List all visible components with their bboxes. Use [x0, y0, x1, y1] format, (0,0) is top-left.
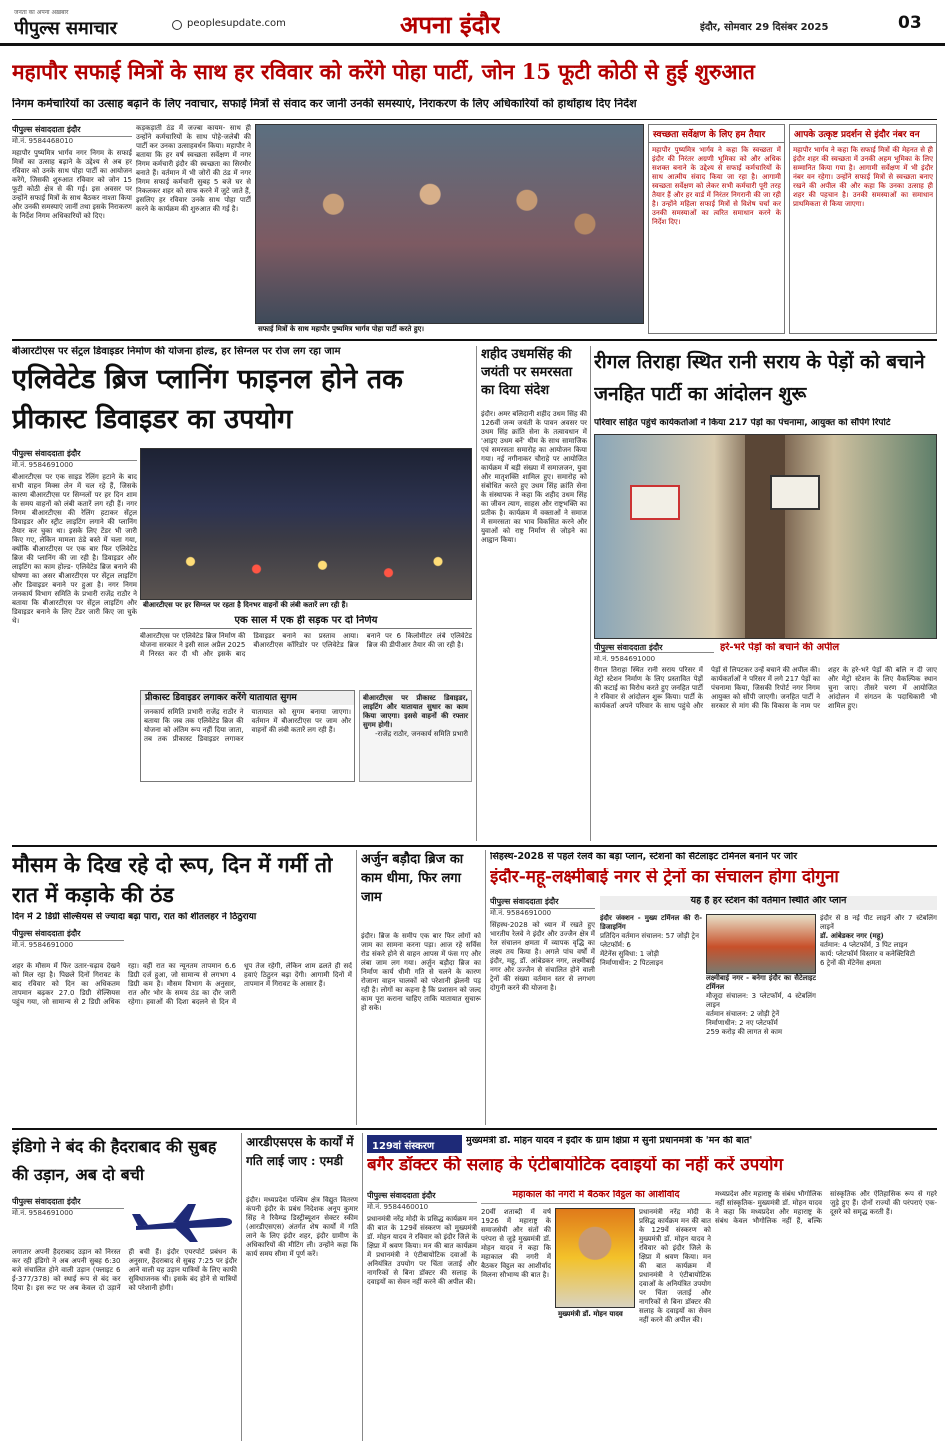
- divider: [12, 845, 937, 847]
- story6-body: इंदौर। ब्रिज के समीप एक बार फिर लोगों को जाम का सामना करना पड़ा। आज रहे सर्विस रोड संकरे होने से वाहन आपस में फंस गए और लंबा जाम लग गया। अर्जुन बड़ौदा ब्रिज का निर्माण कार्य धीमी गति से चलने के कारण रोजाना वाहन चालकों को परेशानी झेलनी पड़ रही है। लोगों का कहना है कि प्रशासन को जल्द काम पूरा कराना चाहिए ताकि यातायात सुचारू हो सके।: [361, 932, 481, 1012]
- story2-box-title: प्रीकास्ट डिवाइडर लगाकर करेंगे यातायात सुगम: [141, 691, 354, 705]
- story10-body: प्रधानमंत्री नरेंद्र मोदी के प्रसिद्ध कार्यक्रम मन की बात के 129वें संस्करण को मुख्यमंत्री डॉ. मोहन यादव ने रविवार को इंदौर जिले के क्षिप्रा में श्रवण किया। मन की बात कार्यक्रम में प्रधानमंत्री ने एंटीबायोटिक दवाओं के अनियंत्रित उपयोग पर चिंता जताई और नागरिकों से बिना डॉक्टर की सलाह के दवाइयों का सेवन नहीं करने की अपील की।: [367, 1215, 477, 1286]
- byline-mobile: मो.नं. 9584460010: [367, 1203, 429, 1211]
- traffic-lights-illustration: [141, 524, 471, 599]
- airplane-photo: [128, 1196, 237, 1246]
- vertical-rule: [362, 1133, 363, 1441]
- divider: [12, 119, 937, 120]
- quote-text: बीआरटीएस पर प्रीकास्ट डिवाइडर, लाइटिंग और यातायात सुधार का काम किया जाएगा। इससे वाहनों की रफ्तार सुगम होगी।: [363, 694, 468, 729]
- byline-bureau: पीपुल्स संवाददाता: [12, 449, 65, 458]
- story2-photo: [140, 448, 472, 600]
- byline-bureau: पीपुल्स संवाददाता: [12, 929, 65, 938]
- story10-photo-caption: मुख्यमंत्री डॉ. मोहन यादव: [555, 1309, 635, 1329]
- website-url[interactable]: peoplesupdate.com: [187, 18, 286, 29]
- story5-subhead: दिन में 2 डिग्री सेल्सियस से ज्यादा बढ़ा पारा, रात को शीतलहर ने ठिठुराया: [12, 912, 257, 922]
- list-item: प्रतिदिन वर्तमान संचालन: 57 जोड़ी ट्रेन: [600, 932, 699, 940]
- quote-attribution: -राजेंद्र राठौर, जनकार्य समिति प्रभारी: [375, 730, 468, 738]
- station-list-1: [600, 914, 702, 1124]
- byline-city: इंदौर: [544, 897, 559, 906]
- story4-photo-caption: हरे-भरे पेड़ों को बचाने की अपील: [720, 642, 840, 653]
- logo-text: पीपुल्स समाचार: [14, 18, 117, 39]
- byline-city: इंदौर: [648, 643, 663, 652]
- byline-bureau: पीपुल्स संवाददाता: [594, 643, 647, 652]
- story2-mid-text: बीआरटीएस पर एलिवेटेड ब्रिज निर्माण की योजना सरकार ने इसी साल अप्रैल 2025 में निरस्त कर दी थी और इसके बाद डिवाइडर बनाने का प्रस्ताव आया। बीआरटीएस कॉरिडोर पर एलिवेटेड ब्रिज बनाने पर 6 किलोमीटर लंबे एलिवेटेड ब्रिज की डीपीआर तैयार की जा रही है।: [140, 632, 472, 658]
- station-list-2: [706, 914, 816, 1124]
- vertical-rule: [485, 850, 486, 1125]
- story2-col1: [12, 448, 137, 828]
- story1-headline: महापौर सफाई मित्रों के साथ हर रविवार को करेंगे पोहा पार्टी, जोन 15 फूटी कोठी से हुई शुरुआत: [12, 59, 755, 84]
- divider: [12, 339, 937, 341]
- story7-body: सिंहस्थ-2028 को ध्यान में रखते हुए भारतीय रेलवे ने इंदौर और उज्जैन क्षेत्र में रेल संचालन क्षमता में व्यापक वृद्धि का लक्ष्य तय किया है। अगले पांच वर्षों में इंदौर, महू, डॉ. आंबेडकर नगर, लक्ष्मीबाई नगर और उज्जैन से संचालित होने वाली ट्रेनों की संख्या वर्तमान स्तर से लगभग दोगुनी करने की योजना है।: [490, 921, 595, 992]
- divider: [12, 1128, 937, 1130]
- byline-mobile: मो.नं. 9584691000: [12, 941, 74, 949]
- story2-photo-caption: बीआरटीएस पर हर सिग्नल पर रहता है दिनभर वाहनों की लंबी कतारें लग रही हैं।: [140, 600, 472, 611]
- story2-subkicker: एक साल में एक ही सड़क पर दो निर्णय: [140, 615, 472, 629]
- story2-box: [140, 690, 355, 782]
- story2-box-text: जनकार्य समिति प्रभारी राजेंद्र राठौर ने बताया कि जब तक एलिवेटेड ब्रिज की योजना को अंतिम रूप नहीं दिया जाता, तब तक प्रीकास्ट डिवाइडर लगाकर यातायात को सुगम बनाया जाएगा। वर्तमान में बीआरटीएस पर जाम और वाहनों की लंबी कतारें लग रही हैं।: [144, 708, 351, 744]
- vertical-rule: [590, 346, 591, 841]
- station-photo: [706, 914, 816, 974]
- edition-badge: 129वां संस्करण: [367, 1135, 462, 1153]
- story4-headline: रीगल तिराहा स्थित रानी सराय के पेड़ों को बचाने जनहित पार्टी का आंदोलन शुरू: [594, 351, 925, 405]
- byline-mobile: मो.नं. 9584468010: [12, 137, 74, 145]
- byline-mobile: मो.नं. 9584691000: [12, 1209, 74, 1217]
- byline-mobile: मो.नं. 9584691000: [12, 461, 74, 469]
- byline-mobile: मो.नं. 9584691000: [490, 909, 552, 917]
- globe-icon: [172, 20, 182, 30]
- story7-sub: यह है हर स्टेशन की वर्तमान स्थिति और प्लान: [600, 896, 937, 910]
- byline-city: इंदौर: [66, 125, 81, 134]
- story10-box-text: 20वीं शताब्दी में वर्ष 1926 में महाराष्ट्र के समाजसेवी और संतों की परंपरा से जुड़े मुख्यमंत्री डॉ. मोहन यादव ने कहा कि महाकाल की नगरी में बैठकर विट्ठल का आशीर्वाद मिलना सौभाग्य की बात है।: [481, 1208, 551, 1279]
- story7-col1: [490, 896, 595, 1126]
- byline-mobile: मो.नं. 9584691000: [594, 655, 656, 663]
- list-item: कार्य: प्लेटफॉर्म विस्तार व कनेक्टिविटी: [820, 950, 915, 958]
- list-item: डॉ. आंबेडकर नगर (महू): [820, 932, 884, 940]
- story3-body: इंदौर। अमर बलिदानी शहीद उधम सिंह की 126वीं जन्म जयंती के पावन अवसर पर उधम सिंह क्रांति सेना के तत्वावधान में 'आइए उधम बनें' थीम के साथ सामाजिक एवं समरसता समारोह का आयोजन किया गया। नई नगीनाकर चौराहे पर आयोजित कार्यक्रम में बड़ी संख्या में समाजजन, युवा और मातृशक्ति शामिल हुए। समारोह को संबोधित करते हुए उधम सिंह क्रांति सेना के संस्थापक ने कहा कि शहीद उधम सिंह का जीवन त्याग, साहस और राष्ट्रभक्ति का प्रतीक है। कार्यक्रम में वक्ताओं ने समाज में समरसता का भाव विकसित करने और युवाओं को राष्ट्र निर्माण से जोड़ने का आह्वान किया।: [481, 410, 587, 544]
- story2-headline: एलिवेटेड ब्रिज प्लानिंग फाइनल होने तक प्रीकास्ट डिवाइडर का उपयोग: [12, 364, 403, 435]
- byline-city: इंदौर: [66, 1197, 81, 1206]
- story9-headline: आरडीएसएस के कार्यों में गति लाई जाए : एमडी: [246, 1135, 354, 1168]
- list-item: मौजूदा संचालन: 3 प्लेटफॉर्म, 4 स्टेबलिंग लाइन: [706, 992, 816, 1009]
- list-item: लक्ष्मीबाई नगर - बनेगा इंदौर का सैटेलाइट टर्मिनल: [706, 974, 816, 991]
- story10-col1: [367, 1190, 477, 1440]
- story2-kicker: बीआरटीएस पर सेंट्रल डिवाइडर निर्माण की योजना होल्ड, हर सिग्नल पर रोज लग रहा जाम: [12, 346, 341, 357]
- story7-headline: इंदौर-महू-लक्ष्मीबाई नगर से ट्रेनों का संचालन होगा दोगुना: [490, 868, 839, 887]
- byline-bureau: पीपुल्स संवाददाता: [12, 125, 65, 134]
- byline-city: इंदौर: [421, 1191, 436, 1200]
- story2-quote: [359, 690, 472, 782]
- story4-byline: [594, 642, 714, 653]
- story5-headline: मौसम के दिख रहे दो रूप, दिन में गर्मी तो रात में कड़ाके की ठंड: [12, 852, 333, 907]
- box2-title: आपके उत्कृष्ट प्रदर्शन से इंदौर नंबर वन: [790, 125, 936, 143]
- story8-body: लगातार अपनी हैदराबाद उड़ान को निरस्त कर रही इंडिगो ने अब अपनी सुबह 6:30 बजे संचालित होने वाली उड़ान (फ्लाइट 6 ई-377/378) को स्थाई रूप से बंद कर दिया है। इस रूट पर अब केवल दो उड़ानें ही बची हैं। इंदौर एयरपोर्ट प्रबंधन के अनुसार, हैदराबाद से सुबह 7:25 पर इंदौर आने वाली यह उड़ान यात्रियों के लिए काफी सुविधाजनक थी। इसके बंद होने से यात्रियों को परेशानी होगी।: [12, 1248, 237, 1292]
- vertical-rule: [241, 1133, 242, 1441]
- story5-body: शहर के मौसम में फिर उतार-चढ़ाव देखने को मिल रहा है। पिछले दिनों गिरावट के बाद रविवार को दिन का अधिकतम तापमान बढ़कर 27.0 डिग्री सेल्सियस पहुंच गया, जो सामान्य से 2 डिग्री अधिक रहा। वहीं रात का न्यूनतम तापमान 6.6 डिग्री दर्ज हुआ, जो सामान्य से लगभग 4 डिग्री कम है। मौसम विभाग के अनुसार, रात और भोर के समय ठंड का दौर जारी रहेगा। हवाओं की दिशा बदलने से दिन में धूप तेज रहेगी, लेकिन शाम ढलते ही सर्द हवाएं ठिठुरन बढ़ा देंगी। आगामी दिनों में तापमान में गिरावट के आसार हैं।: [12, 962, 352, 1006]
- byline-bureau: पीपुल्स संवाददाता: [490, 897, 543, 906]
- airplane-icon: [128, 1196, 237, 1246]
- story4-photo: [594, 434, 937, 639]
- byline-bureau: पीपुल्स संवाददाता: [12, 1197, 65, 1206]
- box1-text: महापौर पुष्यमित्र भार्गव ने कहा कि स्वच्छता में इंदौर की निरंतर अग्रणी भूमिका को और अधिक सशक्त बनाने के उद्देश्य से सफाई कर्मचारियों के साथ आत्मीय संवाद किया जा रहा है। आगामी स्वच्छता सर्वेक्षण को लेकर सभी कर्मचारी पूरी तरह तैयार हैं और हर वार्ड में निरंतर निगरानी की जा रही है। उन्होंने महिला सफाई मित्रों से विशेष चर्चा कर उनकी समस्याओं का त्वरित समाधान करने के निर्देश दिए।: [652, 146, 781, 226]
- list-item: वर्तमान: 4 प्लेटफॉर्म, 3 पिट लाइन: [820, 941, 908, 949]
- box2-text: महापौर भार्गव ने कहा कि सफाई मित्रों की मेहनत से ही इंदौर शहर की स्वच्छता में उनकी अहम भूमिका के लिए सम्मानित किया गया है। आगामी सर्वेक्षण में भी इंदौर नंबर वन रहेगा। उन्होंने सफाई मित्रों से स्वच्छता बनाए रखने की अपील की और कहा कि उनका उत्साह ही शहर की पहचान है। उनकी समस्याओं का समाधान प्राथमिकता से किया जाएगा।: [793, 146, 933, 208]
- story1-body: महापौर पुष्यमित्र भार्गव नगर निगम के सफाई मित्रों का उत्साह बढ़ाने के उद्देश्य से अब हर रविवार को उनके साथ पोहा पार्टी का आयोजन करेंगे, जिसकी शुरुआत रविवार को जोन 15 फूटी कोठी क्षेत्र से की गई। इस अवसर पर उन्होंने सफाई मित्रों के साथ बैठकर नाश्ता किया और उनकी समस्याएं जानीं तथा इसके निराकरण के निर्देश निगम अधिकारियों को दिए।: [12, 149, 132, 220]
- list-item: प्लेटफॉर्म: 6: [600, 941, 631, 949]
- list-item: इंदौर जंक्शन - मुख्य टर्मिनल की री-डिजाइनिंग: [600, 914, 702, 931]
- dateline: इंदौर, सोमवार 29 दिसंबर 2025: [700, 22, 829, 33]
- story1-body2: कड़कड़ाती ठंड में जज्बा कायम- साथ ही उन्होंने कर्मचारियों के साथ पोहे-जलेबी की पार्टी कर उनका उत्साहवर्धन किया। महापौर ने बताया कि हर वर्ष स्वच्छता सर्वेक्षण में नगर निगम कर्मचारी इंदौर की स्वच्छता का सिरमौर बनाते हैं। वर्तमान में भी जोरों की ठंड में नगर निगम सफाई कर्मचारी सुबह 5 बजे घर से निकलकर शहर को साफ करने में जुटे जाते हैं, इसलिए हर रविवार उनके साथ पोहा पार्टी करने के कार्यक्रम की शुरुआत की गई है।: [136, 124, 251, 213]
- story2-body: बीआरटीएस पर एक साइड रेलिंग हटाने के बाद सभी वाहन मिक्स लेन में चल रहे हैं, जिसके कारण बीआरटीएस पर सिग्नलों पर हर दिन शाम के समय वाहनों को लंबी कतारें लग रही हैं। नगर निगम बीआरटीएस की रेलिंग हटाकर सेंट्रल डिवाइडर और स्ट्रीट लाइटिंग लगाने की प्लानिंग तैयार कर चुका था। इसके लिए टेंडर भी जारी किए गए, लेकिन मामला ठंडे बस्ते में चला गया, क्योंकि बीआरटीएस पर एक बार फिर एलिवेटेड ब्रिज की प्लानिंग की जा रही है। डिवाइडर और लाइटिंग का काम होल्ड- एलिवेटेड ब्रिज बनाने की घोषणा का असर बीआरटीएस पर सेंट्रल लाइटिंग और डिवाइडर बनाने पर हुआ है। नगर निगम जनकार्य विभाग समिति के प्रभारी राजेंद्र राठौर ने बताया कि बीआरटीएस पर सेंट्रल लाइटिंग और डिवाइडर बनाने के लिए टेंडर जारी किए जा चुके थे।: [12, 473, 137, 625]
- story8-headline: इंडिगो ने बंद की हैदराबाद की सुबह की उड़ान, अब दो बची: [12, 1137, 217, 1184]
- logo-tagline: जनता का अपना अख़बार: [14, 9, 69, 16]
- list-item: 6 ट्रेनों की मेंटेनेंस क्षमता: [820, 959, 882, 967]
- cm-photo: [555, 1208, 635, 1308]
- story10-mid-text: प्रधानमंत्री नरेंद्र मोदी के प्रसिद्ध कार्यक्रम मन की बात के 129वें संस्करण को मुख्यमंत्री डॉ. मोहन यादव ने रविवार को इंदौर जिले के क्षिप्रा में श्रवण किया। मन की बात कार्यक्रम में प्रधानमंत्री ने एंटीबायोटिक दवाओं के अनियंत्रित उपयोग पर चिंता जताई और नागरिकों से बिना डॉक्टर की सलाह के दवाइयों का सेवन नहीं करने की अपील की।: [639, 1208, 711, 1324]
- story6-headline: अर्जुन बड़ौदा ब्रिज का काम धीमा, फिर लगा जाम: [361, 852, 464, 905]
- page-number: 03: [898, 13, 922, 33]
- list-item: इंदौर से 8 नई पीट लाइनें और 7 स्टेबलिंग लाइनें: [820, 914, 937, 931]
- byline-bureau: पीपुल्स संवाददाता: [367, 1191, 420, 1200]
- story10-kicker: मुख्यमंत्री डॉ. मोहन यादव ने इंदौर के ग्राम क्षिप्रा में सुनी प्रधानमंत्री के 'मन की बात': [466, 1136, 753, 1146]
- list-item: निर्माणाधीन: 2 पिटलाइन: [600, 959, 664, 967]
- story10-box-title: महाकाल की नगरी में बैठकर विट्ठल का आशीर्वाद: [481, 1190, 711, 1204]
- station-list-3: [820, 914, 937, 1124]
- story4-body: रीगल तिराहा स्थित रानी सराय परिसर में मेट्रो स्टेशन निर्माण के लिए प्रस्तावित पेड़ों की कटाई का विरोध करते हुए जनहित पार्टी ने रविवार से आंदोलन शुरू किया। पार्टी के कार्यकर्ता अपने परिवार के साथ पहुंचे और पेड़ों से लिपटकर उन्हें बचाने की अपील की। कार्यकर्ताओं ने परिसर में लगे 217 पेड़ों का पंचनामा किया, जिसकी रिपोर्ट नगर निगम आयुक्त को सौंपी जाएगी। जनहित पार्टी ने सरकार से मांग की कि विकास के नाम पर शहर के हरे-भरे पेड़ों की बलि न दी जाए और मेट्रो स्टेशन के लिए वैकल्पिक स्थान चुना जाए। तीसरे चरण में आयोजित आंदोलन में संगठन के पदाधिकारी भी शामिल हुए।: [594, 666, 937, 710]
- vertical-rule: [476, 346, 477, 841]
- protest-placard: [630, 485, 680, 520]
- story3-headline: शहीद उधमसिंह की जयंती पर समरसता का दिया संदेश: [481, 347, 573, 398]
- story7-kicker: सिंहस्थ-2028 से पहले रेलवे का बड़ा प्लान, स्टेशनों को सैटेलाइट टर्मिनल बनाने पर जोर: [490, 852, 798, 862]
- logo[interactable]: [14, 8, 164, 40]
- box1-title: स्वच्छता सर्वेक्षण के लिए हम तैयार: [649, 125, 784, 143]
- list-item: निर्माणाधीन: 2 नए प्लेटफॉर्म: [706, 1019, 778, 1027]
- story1-subhead: निगम कर्मचारियों का उत्साह बढ़ाने के लिए नवाचार, सफाई मित्रों से संवाद कर जानी उनकी समस्याएं, निराकरण के लिए अधिकारियों को हाथोंहाथ दिए निर्देश: [12, 98, 637, 110]
- byline-city: इंदौर: [66, 929, 81, 938]
- story1-photo-caption: सफाई मित्रों के साथ महापौर पुष्यमित्र भार्गव पोहा पार्टी करते हुए।: [255, 324, 644, 335]
- story10-headline: बगैर डॉक्टर की सलाह के एंटीबायोटिक दवाइयों का नहीं करें उपयोग: [367, 1156, 784, 1175]
- story1-photo: [255, 124, 644, 324]
- people-illustration: [256, 125, 643, 323]
- masthead: [0, 0, 945, 46]
- byline-city: इंदौर: [66, 449, 81, 458]
- story1-box1: [648, 124, 785, 334]
- section-title: अपना इंदौर: [400, 11, 501, 39]
- story4-subhead: परिवार सहित पहुंचे कार्यकर्ताओं ने किया 217 पेड़ों का पंचनामा, आयुक्त को सौंपेंगे रिपोर्ट: [594, 418, 891, 428]
- list-item: 259 करोड़ की लागत से काम: [706, 1028, 783, 1036]
- story9-body: इंदौर। मध्यप्रदेश पश्चिम क्षेत्र विद्युत वितरण कंपनी इंदौर के प्रबंध निदेशक अनूप कुमार सिंह ने रिवैम्प्ड डिस्ट्रीब्यूशन सेक्टर स्कीम (आरडीएसएस) अंतर्गत शेष कार्यों में गति लाने के लिए इंदौर शहर, इंदौर ग्रामीण के अधिकारियों की मीटिंग ली। उन्होंने कहा कि कार्य समय सीमा में पूर्ण करें।: [246, 1196, 358, 1258]
- list-item: मेंटेनेंस सुविधा: 1 जोड़ी: [600, 950, 659, 958]
- story10-right-text: मध्यप्रदेश और महाराष्ट्र के संबंध भौगोलिक नहीं सांस्कृतिक- मुख्यमंत्री डॉ. मोहन यादव ने कहा कि मध्यप्रदेश और महाराष्ट्र के संबंध केवल भौगोलिक नहीं हैं, बल्कि सांस्कृतिक और ऐतिहासिक रूप से गहरे जुड़े हुए हैं। दोनों राज्यों की परंपराएं एक-दूसरे को समृद्ध करती हैं।: [715, 1190, 937, 1225]
- tree-trunk: [745, 435, 785, 639]
- list-item: वर्तमान संचालन: 2 जोड़ी ट्रेनें: [706, 1010, 780, 1018]
- story1-box2: [789, 124, 937, 334]
- protest-placard: [770, 475, 820, 510]
- story1-col1: [12, 124, 132, 314]
- vertical-rule: [356, 850, 357, 1125]
